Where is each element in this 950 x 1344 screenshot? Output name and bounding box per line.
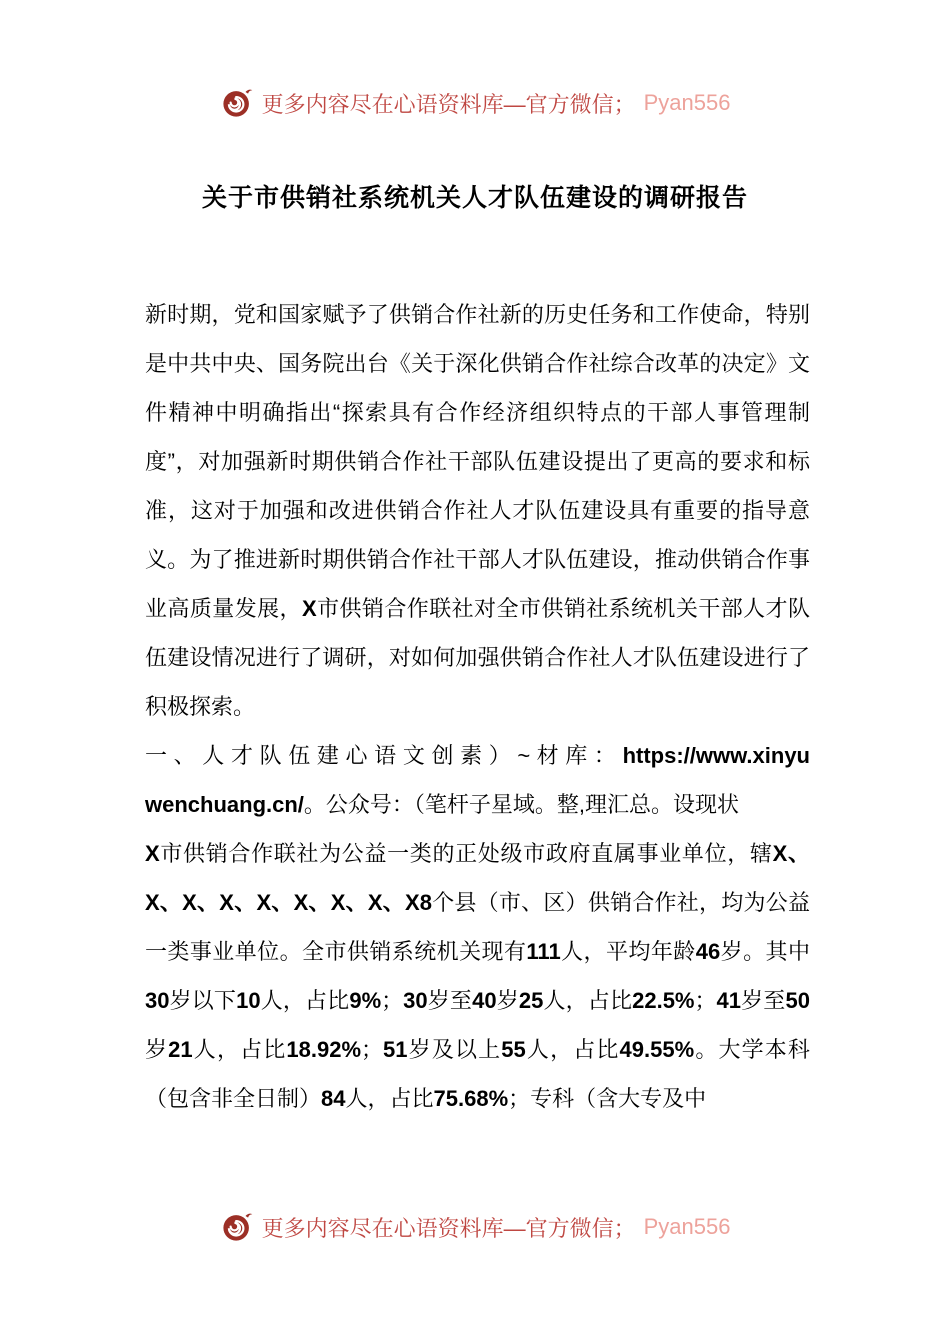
xinyu-brand-logo-icon (220, 86, 254, 120)
text-segment: 新时期，党和国家赋予了供销合作社新的历史任务和工作使命，特别是中共中央、国务院出台《关于深化供销合作社综合改革的决定》文件精神中明确指出“探索具有合作经济组织特点的干部人事管理制度”，对加强新时期供销合作社干部队伍建设提出了更高的要求和标准，这对于加强和改进供销合作社人才队伍建设具有重要的指导意义。为了推进新时期供销合作社干部人才队伍建设，推动供销合作事业高质量发展， (145, 302, 810, 621)
text-segment-bold: 111 (526, 939, 561, 964)
para-status (145, 829, 810, 1123)
text-segment-bold: X、X、X、X、X、X、X、X、X8 (145, 841, 810, 915)
text-segment-bold: 41 (716, 988, 741, 1013)
para-intro (145, 290, 810, 731)
text-segment: 岁至 (427, 988, 473, 1013)
text-segment: 市供销合作联社为公益一类的正处级市政府直属事业单位，辖 (159, 841, 773, 866)
text-segment: 岁以下 (169, 988, 237, 1013)
text-segment: 人，占比 (260, 988, 350, 1013)
text-segment-bold: 40 (472, 988, 497, 1013)
url-text: www.xinyuwenchuang.cn/ (145, 743, 810, 817)
watermark-text: 更多内容尽在心语资料库—官方微信； (261, 1215, 636, 1241)
text-segment: 岁 (145, 1037, 169, 1062)
text-segment: ； (694, 988, 717, 1013)
text-segment: 人，占比 (525, 1037, 620, 1062)
text-segment-bold: 30 (145, 988, 170, 1013)
text-segment: 个县（市、区）供销合作社，均为公益一类事业单位。全市供销系统机关现有 (145, 890, 810, 964)
watermark-text: 更多内容尽在心语资料库—官方微信； (261, 91, 636, 117)
document-body (145, 290, 810, 1123)
url-text: https:// (622, 743, 696, 768)
text-segment: 岁。其中 (720, 939, 810, 964)
text-segment-bold: X (301, 596, 317, 621)
text-segment: ； (361, 1037, 384, 1062)
text-segment: 岁及以上 (407, 1037, 502, 1062)
text-segment: 一 、 人 才 队 伍 建 心 语 文 创 素 ） ~ 材 库 ： (145, 743, 623, 768)
watermark-wechat-id: Pyan556 (643, 1214, 731, 1239)
footer-watermark (0, 1208, 950, 1246)
text-segment: 市供销合作联社对全市供销社系统机关干部人才队伍建设情况进行了调研，对如何加强供销合作社人才队伍建设进行了积极探索。 (145, 596, 810, 719)
text-segment: 岁 (496, 988, 519, 1013)
para-heading-promo (145, 731, 810, 829)
text-segment-bold: 18.92% (286, 1037, 362, 1062)
text-segment: 。公众号：（笔杆子星域。整,理汇总。设现状 (303, 792, 740, 817)
text-segment-bold: 30 (403, 988, 428, 1013)
text-segment: 。大学本科（包含非全日制） (145, 1037, 810, 1111)
text-segment: 人，占比 (192, 1037, 287, 1062)
text-segment: 人，平均年龄 (560, 939, 696, 964)
text-segment-bold: 10 (236, 988, 261, 1013)
text-segment-bold: 21 (168, 1037, 193, 1062)
header-watermark (0, 84, 950, 122)
text-segment-bold: 9% (349, 988, 382, 1013)
text-segment-bold: X (145, 841, 160, 866)
text-segment-bold: 55 (501, 1037, 526, 1062)
xinyu-brand-logo-icon (220, 1210, 254, 1244)
text-segment-bold: 50 (785, 988, 810, 1013)
text-segment-bold: 51 (383, 1037, 408, 1062)
text-segment: 岁至 (741, 988, 786, 1013)
text-segment-bold: 46 (695, 939, 721, 964)
document-title: 关于市供销社系统机关人才队伍建设的调研报告 (201, 184, 748, 212)
watermark-wechat-id: Pyan556 (643, 90, 731, 115)
text-segment-bold: 75.68% (433, 1086, 509, 1111)
text-segment: ； (381, 988, 404, 1013)
text-segment-bold: 22.5% (632, 988, 695, 1013)
text-segment-bold: 49.55% (619, 1037, 695, 1062)
text-segment: 人，占比 (345, 1086, 434, 1111)
text-segment-bold: 25 (518, 988, 544, 1013)
text-segment: 人，占比 (543, 988, 633, 1013)
text-segment-bold: 84 (321, 1086, 346, 1111)
text-segment: ；专科（含大专及中 (508, 1086, 707, 1111)
